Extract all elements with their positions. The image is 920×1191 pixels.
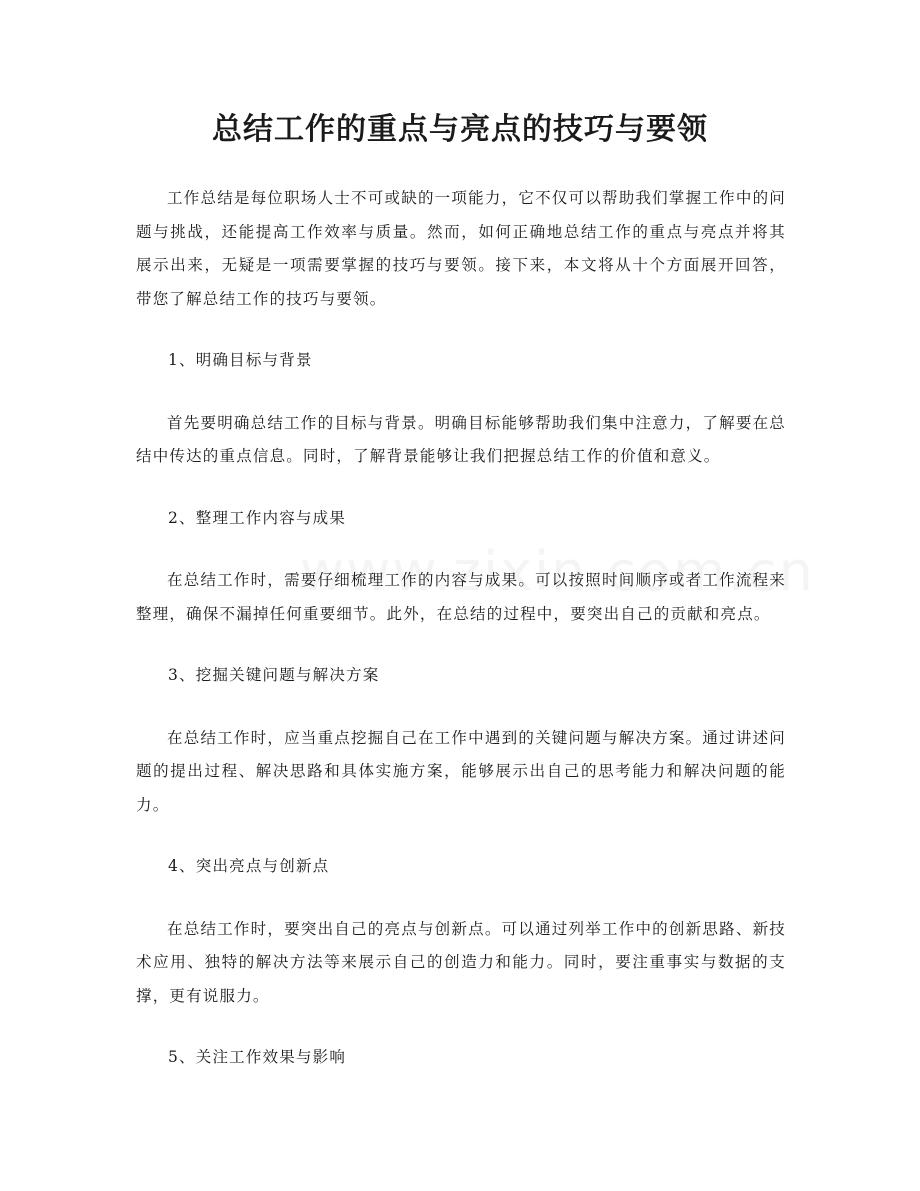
section-heading-4: 4、突出亮点与创新点 — [168, 857, 330, 875]
section-heading-2: 2、整理工作内容与成果 — [168, 508, 347, 527]
page-title: 总结工作的重点与亮点的技巧与要领 — [212, 112, 708, 147]
section-heading-3: 3、挖掘关键问题与解决方案 — [168, 666, 380, 684]
section-heading-1: 1、明确目标与背景 — [168, 351, 313, 369]
section-body-2: 在总结工作时，需要仔细梳理工作的内容与成果。可以按照时间顺序或者工作流程来整理，确保不漏掉任何重要细节。此外，在总结的过程中，要突出自己的贡献和亮点。 — [136, 571, 786, 623]
section-heading-5: 5、关注工作效果与影响 — [168, 1048, 347, 1066]
section-body-3: 在总结工作时，应当重点挖掘自己在工作中遇到的关键问题与解决方案。通过讲述问题的提出过程、解决思路和具体实施方案，能够展示出自己的思考能力和解决问题的能力。 — [136, 728, 786, 814]
intro-paragraph: 工作总结是每位职场人士不可或缺的一项能力，它不仅可以帮助我们掌握工作中的问题与挑战，还能提高工作效率与质量。然而，如何正确地总结工作的重点与亮点并将其展示出来，无疑是一项需要掌握的技巧与要领。接下来，本文将从十个方面展开回答，带您了解总结工作的技巧与要领。 — [136, 189, 786, 308]
section-body-1: 首先要明确总结工作的目标与背景。明确目标能够帮助我们集中注意力，了解要在总结中传达的重点信息。同时，了解背景能够让我们把握总结工作的价值和意义。 — [136, 413, 786, 465]
section-body-4: 在总结工作时，要突出自己的亮点与创新点。可以通过列举工作中的创新思路、新技术应用、独特的解决方法等来展示自己的创造力和能力。同时，要注重事实与数据的支撑，更有说服力。 — [136, 919, 786, 1005]
document-body — [136, 182, 786, 1104]
